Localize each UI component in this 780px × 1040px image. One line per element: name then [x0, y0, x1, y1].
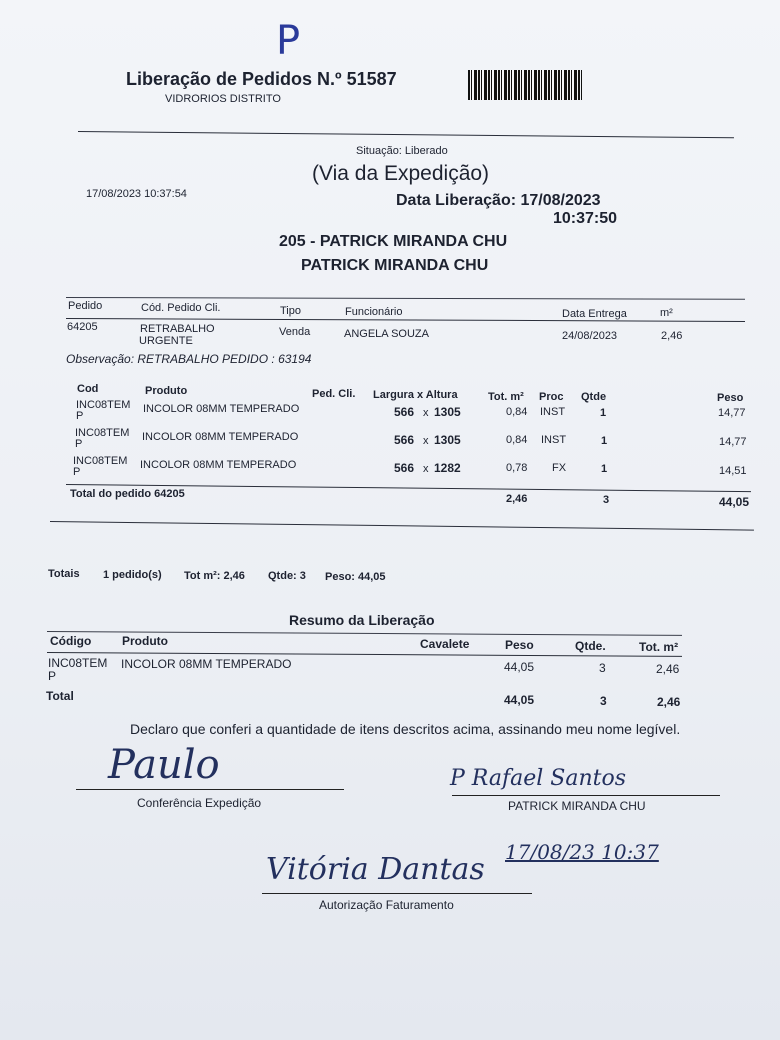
resumo-total-qtde: 3	[600, 694, 607, 708]
resumo-row-peso: 44,05	[504, 660, 535, 674]
item-1-largura: 566	[394, 405, 415, 419]
totais-m2: Tot m²: 2,46	[184, 570, 245, 582]
faturamento-sign-line	[262, 893, 532, 894]
client-code-name: 205 - PATRICK MIRANDA CHU	[279, 233, 508, 250]
col-peso: Peso	[717, 392, 744, 404]
resumo-title: Resumo da Liberação	[289, 612, 435, 628]
item-2-x: x	[423, 435, 429, 447]
item-3-peso: 14,51	[719, 465, 747, 477]
item-2-tot-m2: 0,84	[506, 434, 528, 446]
resumo-row-produto: INCOLOR 08MM TEMPERADO	[121, 657, 292, 671]
release-time: 10:37:50	[553, 210, 618, 227]
order-header-rule	[66, 318, 745, 322]
via-label: (Via da Expedição)	[312, 162, 490, 185]
order-cod-cli-2: URGENTE	[139, 335, 193, 347]
item-3-cod-1: INC08TEM	[73, 455, 128, 467]
item-3-cod-2: P	[73, 466, 81, 478]
item-3-x: x	[423, 463, 429, 475]
totais-label: Totais	[48, 568, 80, 580]
item-3-proc: FX	[552, 462, 567, 474]
col-pedido: Pedido	[68, 300, 103, 312]
col-m2: m²	[660, 307, 673, 319]
resumo-col-qtde: Qtde.	[575, 639, 606, 653]
item-1-altura: 1305	[434, 405, 461, 419]
print-datetime: 17/08/2023 10:37:54	[86, 188, 187, 200]
item-1-cod-2: P	[76, 410, 84, 422]
col-qtde: Qtde	[581, 391, 607, 403]
company-name: VIDRORIOS DISTRITO	[165, 93, 281, 105]
col-ped-cli: Ped. Cli.	[312, 388, 356, 400]
item-2-cod-2: P	[75, 438, 83, 450]
declaration-text: Declaro que conferi a quantidade de itens descritos acima, assinando meu nome legível.	[130, 721, 681, 737]
order-funcionario: ANGELA SOUZA	[344, 328, 429, 340]
col-data-entrega: Data Entrega	[562, 308, 627, 320]
client-signature-label: PATRICK MIRANDA CHU	[508, 799, 646, 813]
conferencia-sign-line	[76, 789, 344, 790]
totais-qtde: Qtde: 3	[268, 570, 306, 582]
faturamento-signature: Vitória Dantas	[266, 852, 485, 887]
order-pedido: 64205	[67, 321, 98, 333]
col-proc: Proc	[539, 391, 564, 403]
item-1-produto: INCOLOR 08MM TEMPERADO	[143, 403, 300, 415]
item-3-altura: 1282	[434, 461, 461, 475]
resumo-row-tot-m2: 2,46	[656, 662, 680, 676]
order-cod-cli-1: RETRABALHO	[140, 323, 215, 335]
resumo-total-peso: 44,05	[504, 693, 535, 707]
conferencia-signature: Paulo	[108, 742, 220, 788]
section-rule	[50, 521, 754, 531]
item-1-proc: INST	[540, 406, 566, 418]
client-name: PATRICK MIRANDA CHU	[301, 257, 489, 274]
status-text: Situação: Liberado	[356, 145, 448, 157]
item-1-x: x	[423, 407, 429, 419]
resumo-row-cod-2: P	[48, 669, 57, 683]
item-2-cod-1: INC08TEM	[75, 427, 130, 439]
resumo-col-codigo: Código	[50, 634, 92, 648]
item-3-qtde: 1	[601, 463, 608, 475]
col-funcionario: Funcionário	[345, 306, 403, 318]
release-date: Data Liberação: 17/08/2023	[396, 192, 601, 209]
resumo-col-tot-m2: Tot. m²	[639, 640, 679, 654]
item-2-altura: 1305	[434, 433, 461, 447]
handwritten-mark: P	[276, 18, 301, 64]
resumo-total-label: Total	[46, 689, 74, 703]
resumo-col-cavalete: Cavalete	[420, 637, 470, 651]
client-sign-line	[452, 795, 720, 796]
order-m2: 2,46	[661, 330, 683, 342]
order-tipo: Venda	[279, 326, 311, 338]
client-signature: P Rafael Santos	[450, 766, 627, 791]
resumo-col-produto: Produto	[122, 634, 168, 648]
col-largura-altura: Largura x Altura	[373, 389, 458, 401]
item-2-produto: INCOLOR 08MM TEMPERADO	[142, 431, 299, 443]
items-total-m2: 2,46	[506, 493, 528, 505]
totais-pedidos: 1 pedido(s)	[103, 569, 162, 581]
col-tipo: Tipo	[280, 305, 301, 317]
resumo-row-cod-1: INC08TEM	[48, 656, 108, 670]
header-rule	[78, 131, 734, 138]
item-1-qtde: 1	[600, 407, 607, 419]
barcode	[468, 70, 582, 100]
resumo-row-qtde: 3	[599, 661, 606, 675]
resumo-col-peso: Peso	[505, 638, 534, 652]
order-data-entrega: 24/08/2023	[562, 330, 618, 342]
item-2-qtde: 1	[601, 435, 608, 447]
item-3-tot-m2: 0,78	[506, 462, 528, 474]
items-total-label: Total do pedido 64205	[70, 488, 185, 500]
item-2-proc: INST	[541, 434, 567, 446]
order-top-rule	[66, 297, 745, 300]
item-2-peso: 14,77	[719, 436, 747, 448]
col-cod: Cod	[77, 383, 99, 395]
items-total-peso: 44,05	[719, 495, 750, 509]
item-1-cod-1: INC08TEM	[76, 399, 131, 411]
resumo-total-m2: 2,46	[657, 695, 681, 709]
totais-peso: Peso: 44,05	[325, 571, 386, 583]
document-title: Liberação de Pedidos N.º 51587	[126, 69, 397, 89]
item-3-largura: 566	[394, 461, 415, 475]
col-tot-m2: Tot. m²	[488, 391, 524, 403]
order-observation: Observação: RETRABALHO PEDIDO : 63194	[66, 352, 312, 366]
item-2-largura: 566	[394, 433, 415, 447]
item-1-tot-m2: 0,84	[506, 406, 528, 418]
handwritten-date: 17/08/23 10:37	[505, 840, 659, 864]
col-produto: Produto	[145, 385, 188, 397]
col-cod-pedido-cli: Cód. Pedido Cli.	[141, 302, 221, 314]
item-3-produto: INCOLOR 08MM TEMPERADO	[140, 459, 297, 471]
items-total-qtde: 3	[603, 494, 610, 506]
faturamento-label: Autorização Faturamento	[319, 898, 454, 912]
conferencia-label: Conferência Expedição	[137, 796, 262, 810]
item-1-peso: 14,77	[718, 407, 746, 419]
